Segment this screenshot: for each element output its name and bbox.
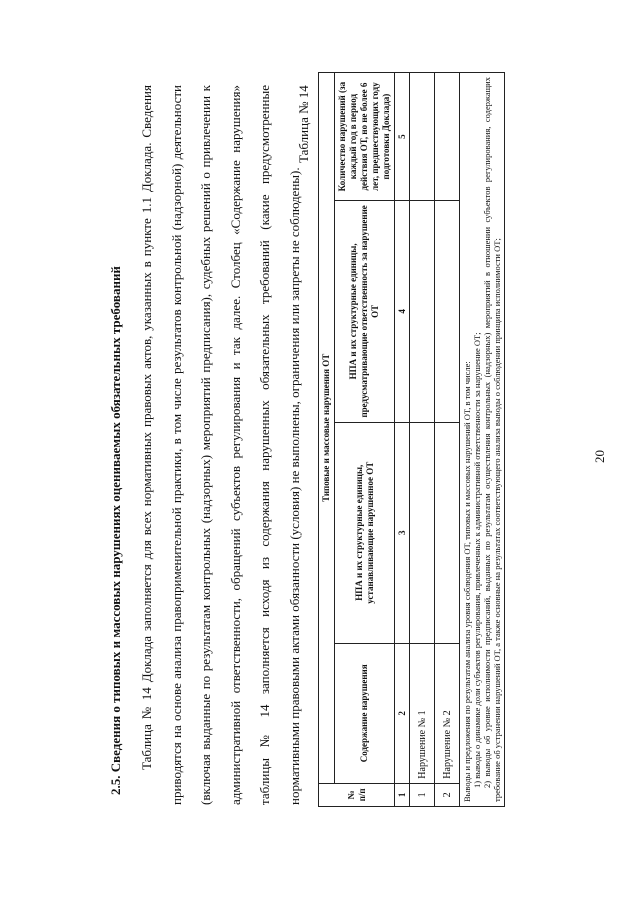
col-number: 5: [395, 73, 410, 201]
header-npa-responsibility: НПА и их структурные единицы, предусматривающие ответственность за нарушение ОТ: [335, 201, 395, 422]
row-content: Нарушение № 1: [410, 643, 435, 783]
footer-item-1: 1) выводы о динамике доли субъектов регулирования, привлеченных к административной ответственности за нарушение ОТ;: [472, 332, 482, 788]
row-cell: [410, 422, 435, 643]
header-npa: НПА и их структурные единицы, устанавливающие нарушенное ОТ: [335, 422, 395, 643]
table-footer: [460, 73, 505, 807]
col-number: 4: [395, 201, 410, 422]
footer-item-2: 2) выводы об уровне исполнимости предписаний, выданных по результатам осуществления контрольных (надзорных) мероприятий в отношении субъектов регулирования, содержащих требование об устранении нарушений ОТ, а также основные на результатах соответствующего анализа выводы о соблюдении принципа исполнимости ОТ;: [482, 77, 502, 802]
table-row: [410, 73, 435, 807]
footer-intro: Выводы и предложения по результатам анализа уровня соблюдения ОТ, типовых и массовых нарушений ОТ, в том числе:: [462, 361, 472, 802]
row-cell: [435, 422, 460, 643]
violations-table: [318, 72, 505, 807]
body-paragraph: Таблица № 14 Доклада заполняется для всех нормативных правовых актов, указанных в пункте 1.1 Доклада. Сведения приводятся на основе анализа правоприменительной практики, в том числе результатов контрольной (надзорной) деятельности (включая выданные по результатам контрольных (надзорных) мероприятий предписания), судебных решений о привлечении к административной ответственности, обращений субъектов регулирования и так далее. Столбец «Содержание нарушения» таблицы № 14 заполняется исходя из содержания нарушенных обязательных требований (какие предусмотренные нормативными правовыми актами обязанности (условия) не выполнены, ограничения или запреты не соблюдены).: [139, 85, 302, 805]
header-content: Содержание нарушения: [335, 643, 395, 783]
table-row: [435, 73, 460, 807]
col-number: 1: [395, 783, 410, 806]
row-num: 2: [435, 783, 460, 806]
row-cell: [435, 73, 460, 201]
row-cell: [410, 201, 435, 422]
header-num: № п/п: [319, 783, 395, 806]
group-header: Типовые и массовые нарушения ОТ: [319, 73, 335, 784]
page-number: 20: [592, 450, 607, 463]
row-content: Нарушение № 2: [435, 643, 460, 783]
row-cell: [410, 73, 435, 201]
table-caption: Таблица № 14: [296, 85, 311, 163]
col-number: 2: [395, 643, 410, 783]
row-num: 1: [410, 783, 435, 806]
col-number: 3: [395, 422, 410, 643]
row-cell: [435, 201, 460, 422]
section-title: 2.5. Сведения о типовых и массовых нарушениях оцениваемых обязательных требований: [108, 266, 123, 795]
header-count: Количество нарушений (за каждый год в период действия ОТ, но не более 6 лет, предшествующих году подготовки Доклада): [335, 73, 395, 201]
